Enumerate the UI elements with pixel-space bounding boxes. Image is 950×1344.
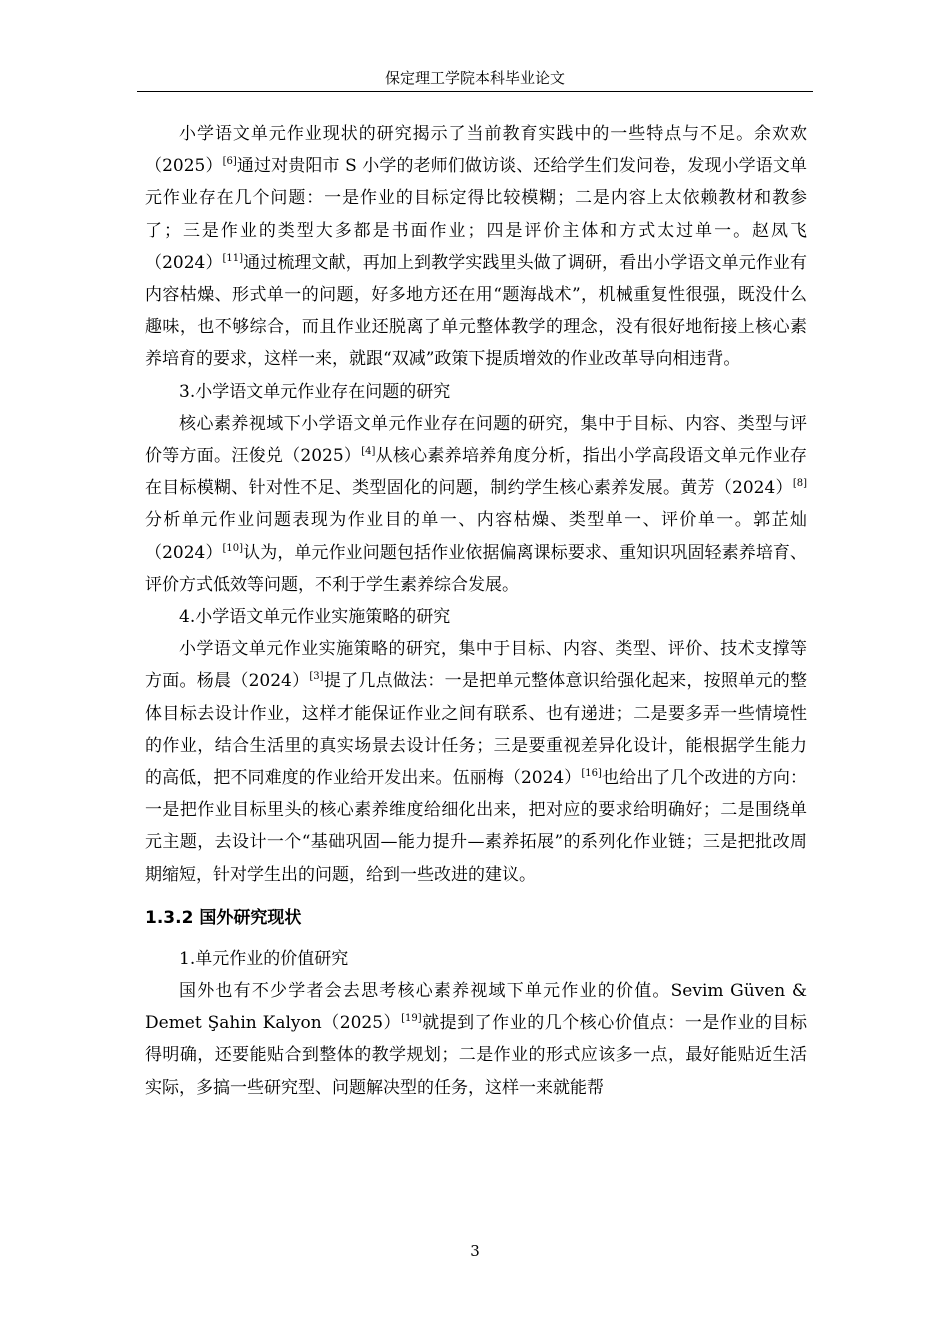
citation-ref: [6] (222, 156, 237, 168)
text-run: 核心素养视域下小学语文单元作业存在问题的研究，集中于目标、内容、类型与评价等方面。汪俊兑（2025） (145, 413, 807, 467)
header-divider (137, 91, 813, 92)
citation-ref: [11] (222, 252, 244, 264)
text-run: 通过对贵阳市 S 小学的老师们做访谈、还给学生们发问卷，发现小学语文单元作业存在几个问题：一是作业的目标定得比较模糊；二是内容上太依赖教材和教参了；三是作业的类型大多都是书面作业；四是评价主体和方式太过单一。赵凤飞（2024） (145, 156, 808, 273)
paragraph-unit-homework-status (145, 118, 807, 376)
paragraph-strategies (145, 633, 807, 891)
citation-ref: [16] (581, 768, 602, 780)
subheading-problems: 3.小学语文单元作业存在问题的研究 (179, 381, 451, 402)
citation-ref: [4] (361, 446, 376, 458)
page-number: 3 (470, 1242, 480, 1260)
text-run: 就提到了作业的几个核心价值点：一是作业的目标得明确，还要能贴合到整体的教学规划；二是作业的形式应该多一点，最好能贴近生活实际，多搞一些研究型、问题解决型的任务，这样一来就能帮 (145, 1013, 807, 1098)
paragraph-value-research (145, 975, 807, 1104)
section-heading-foreign-research: 1.3.2 国外研究现状 (145, 907, 302, 928)
citation-ref: [3] (309, 671, 324, 683)
text-run: 分析单元作业问题表现为作业目的单一、内容枯燥、类型单一、评价单一。郭芷灿（2024） (145, 510, 807, 563)
text-run: 通过梳理文献，再加上到教学实践里头做了调研，看出小学语文单元作业有内容枯燥、形式单一的问题，好多地方还在用“题海战术”，机械重复性很强，既没什么趣味，也不够综合，而且作业还脱离了单元整体教学的理念，没有很好地衔接上核心素养培育的要求，这样一来，就跟“双减”政策下提质增效的作业改革导向相违背。 (145, 252, 807, 370)
paragraph-problems (145, 408, 807, 601)
text-run: 认为，单元作业问题包括作业依据偏离课标要求、重知识巩固轻素养培育、评价方式低效等问题，不利于学生素养综合发展。 (145, 542, 807, 595)
text-run: 提了几点做法：一是把单元整体意识给强化起来，按照单元的整体目标去设计作业，这样才能保证作业之间有联系、也有递进；二是要多弄一些情境性的作业，结合生活里的真实场景去设计任务；三是要重视差异化设计，能根据学生能力的高低，把不同难度的作业给开发出来。伍丽梅（2024） (145, 671, 807, 789)
document-body (145, 118, 807, 1104)
citation-ref: [8] (792, 478, 807, 490)
text-run: 也给出了几个改进的方向：一是把作业目标里头的核心素养维度给细化出来，把对应的要求给明确好；二是围绕单元主题，去设计一个“基础巩固—能力提升—素养拓展”的系列化作业链；三是把批改周期缩短，针对学生出的问题，给到一些改进的建议。 (145, 768, 808, 885)
subheading-strategies: 4.小学语文单元作业实施策略的研究 (179, 607, 451, 628)
text-run: 从核心素养培养角度分析，指出小学高段语文单元作业存在目标模糊、针对性不足、类型固化的问题，制约学生核心素养发展。黄芳（2024） (145, 446, 807, 499)
text-run: 小学语文单元作业实施策略的研究，集中于目标、内容、类型、评价、技术支撑等方面。杨晨（2024） (145, 639, 807, 692)
text-run: 小学语文单元作业现状的研究揭示了当前教育实践中的一些特点与不足。余欢欢（2025） (145, 124, 807, 177)
citation-ref: [19] (401, 1013, 422, 1025)
text-run: 国外也有不少学者会去思考核心素养视域下单元作业的价值。Sevim Güven & Demet Şahin Kalyon（2025） (145, 981, 807, 1034)
citation-ref: [10] (222, 542, 244, 554)
page-header: 保定理工学院本科毕业论文 (384, 69, 565, 87)
subheading-value-research: 1.单元作业的价值研究 (179, 948, 349, 969)
